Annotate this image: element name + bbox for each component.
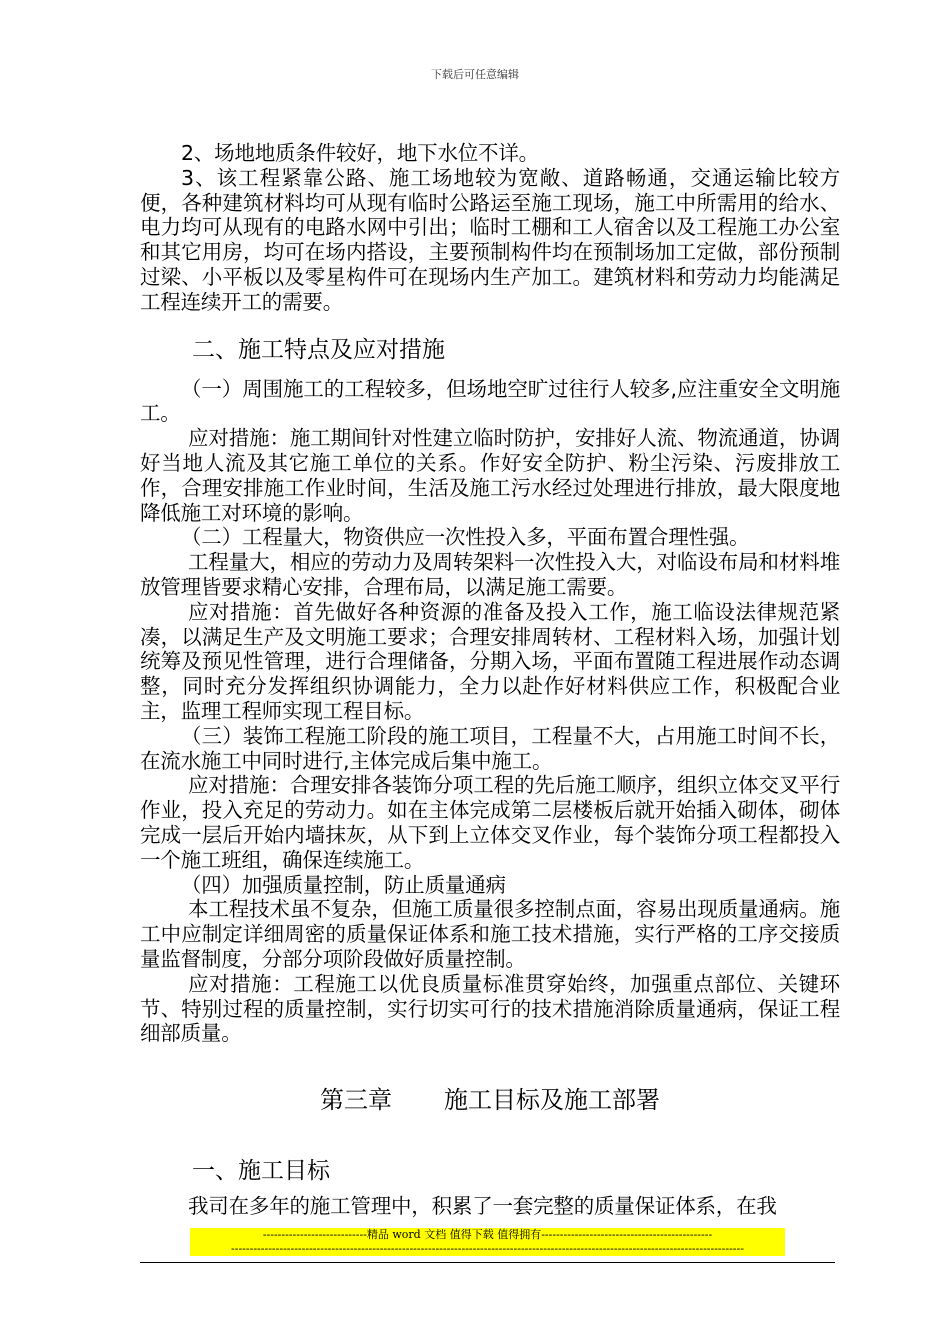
paragraph: 应对措施：施工期间针对性建立临时防护，安排好人流、物流通道，协调好当地人流及其它施工单位的关系。作好安全防护、粉尘污染、污废排放工作，合理安排施工作业时间，生活及施工污水经过处理进行排放，最大限度地降低施工对环境的影响。 [140,426,840,525]
paragraph: （三）装饰工程施工阶段的施工项目，工程量不大，占用施工时间不长，在流水施工中同时进行,主体完成后集中施工。 [140,723,840,773]
section-heading: 二、施工特点及应对措施 [192,336,445,363]
chapter-number: 第三章 [320,1086,392,1115]
footer-banner [190,1228,785,1256]
paragraph: 应对措施：合理安排各装饰分项工程的先后施工顺序，组织立体交叉平行作业，投入充足的劳动力。如在主体完成第二层楼板后就开始插入砌体，砌体完成一层后开始内墙抹灰，从下到上立体交叉作业，每个装饰分项工程都投入一个施工班组，确保连续施工。 [140,773,840,872]
footer-line-1: ----------------------------精品 word 文档 值得下载 值得拥有---------------------------------------------- [262,1228,713,1241]
footer-line-2: ------------------------------------------------------------------------------------------------------------------------------------------ [231,1242,744,1255]
paragraph: 我司在多年的施工管理中，积累了一套完整的质量保证体系，在我 [188,1194,777,1219]
paragraph: 本工程技术虽不复杂，但施工质量很多控制点面，容易出现质量通病。施工中应制定详细周密的质量保证体系和施工技术措施，实行严格的工序交接质量监督制度，分部分项阶段做好质量控制。 [140,897,840,971]
paragraph: （一）周围施工的工程较多，但场地空旷过往行人较多,应注重安全文明施工。 [140,376,840,426]
paragraph: 3、该工程紧靠公路、施工场地较为宽敞、道路畅通，交通运输比较方便，各种建筑材料均可从现有临时公路运至施工现场，施工中所需用的给水、电力均可从现有的电路水网中引出；临时工棚和工人宿舍以及工程施工办公室和其它用房，均可在场内搭设，主要预制构件均在预制场加工定做，部份预制过梁、小平板以及零星构件可在现场内生产加工。建筑材料和劳动力均能满足工程连续开工的需要。 [140,165,840,314]
paragraph: 应对措施：工程施工以优良质量标准贯穿始终，加强重点部位、关键环节、特别过程的质量控制，实行切实可行的技术措施消除质量通病，保证工程细部质量。 [140,971,840,1046]
section-heading: 一、施工目标 [192,1158,330,1185]
paragraph: 2、场地地质条件较好，地下水位不详。 [181,141,539,165]
paragraph: 应对措施：首先做好各种资源的准备及投入工作，施工临设法律规范紧凑，以满足生产及文明施工要求；合理安排周转材、工程材料入场，加强计划统筹及预见性管理，进行合理储备，分期入场，平面布置随工程进展作动态调整，同时充分发挥组织协调能力，全力以赴作好材料供应工作，积极配合业主，监理工程师实现工程目标。 [140,599,840,723]
footer-rule [140,1262,835,1263]
header-note: 下载后可任意编辑 [431,68,519,81]
chapter-title [140,1084,840,1116]
paragraph: （二）工程量大，物资供应一次性投入多，平面布置合理性强。 [181,525,750,550]
document-body [140,141,840,1219]
paragraph: （四）加强质量控制，防止质量通病 [181,872,506,897]
paragraph: 工程量大，相应的劳动力及周转架料一次性投入大，对临设布局和材料堆放管理皆要求精心安排，合理布局，以满足施工需要。 [140,550,840,599]
chapter-name: 施工目标及施工部署 [444,1086,660,1115]
